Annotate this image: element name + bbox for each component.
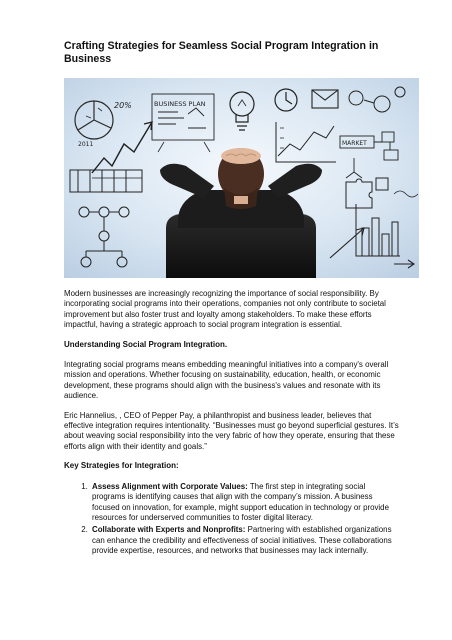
strategies-list [64,482,399,557]
understanding-paragraph: Integrating social programs means embedding meaningful initiatives into a company's overall mission and operations. Whether focusing on sustainability, education, health, or economic development, these programs should align with the business's values and resonate with its audience. [64,360,389,401]
strategy-label: Assess Alignment with Corporate Values: [92,481,248,491]
list-item [90,525,399,556]
businesswoman-in-chair [160,148,322,278]
article-body [64,289,399,559]
section-heading-strategies: Key Strategies for Integration: [64,461,179,471]
hero-image [64,78,419,278]
article-title: Crafting Strategies for Seamless Social Program Integration in Business [64,40,379,65]
year-label: 2011 [78,141,94,148]
quote-paragraph: Eric Hannelius, , CEO of Pepper Pay, a philanthropist and business leader, believes that effective integration requires intentionality. “Businesses must go beyond superficial gestures. It’s about weaving social responsibility into the very fabric of how they operate, ensuring that these efforts align with their identity and goals.” [64,410,399,451]
intro-paragraph: Modern businesses are increasingly recognizing the importance of social responsibility. By incorporating social programs into their operations, companies not only contribute to societal improvement but also foster trust and loyalty among stakeholders. To make these efforts impactful, having a strategic approach to social program integration is essential. [64,289,386,330]
strategy-label: Collaborate with Experts and Nonprofits: [92,525,246,535]
percent-label: 20% [114,101,132,110]
strategy-text: Partnering with established organizations can enhance the credibility and effectiveness of social initiatives. These collaborations provide expertise, resources, and networks that businesses may lack internally. [92,525,392,556]
list-item [90,482,399,524]
business-plan-label: BUSINESS PLAN [154,100,206,108]
strategy-text: The first step in integrating social programs is identifying causes that align with the company’s mission. A business focused on innovation, for example, might support education in technology or provide resources for underserved communities to foster digital literacy. [92,481,389,522]
section-heading-understanding: Understanding Social Program Integration. [64,339,228,349]
market-label: MARKET [342,140,367,147]
